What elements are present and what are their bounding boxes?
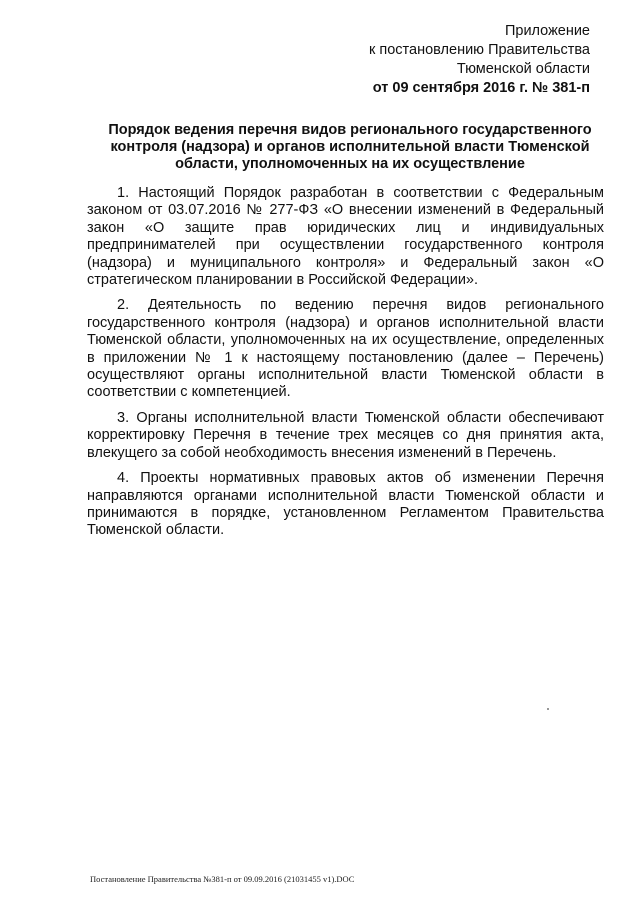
document-footer: Постановление Правительства №381-п от 09.09.2016 (21031455 v1).DOC [90,874,355,884]
paragraph-2: 2. Деятельность по ведению перечня видов регионального государственного контроля (надзора) и органов исполнительной власти Тюменской области, уполномоченных на их осуществление, определенных в приложении № 1 к настоящему постановлению (далее – Перечень) осуществляют органы исполнительной власти Тюменской области в соответствии с компетенцией. [87,297,604,401]
scan-dot-mark [547,708,549,710]
approval-block [330,22,590,98]
document-title: Порядок ведения перечня видов регионального государственного контроля (надзора) и органов исполнительной власти Тюменской области, уполномоченных на их осуществление [108,122,592,172]
paragraph-1: 1. Настоящий Порядок разработан в соответствии с Федеральным законом от 03.07.2016 № 277-ФЗ «О внесении изменений в Федеральный закон «О защите прав юридических лиц и индивидуальных предпринимателей при осуществлении государственного контроля (надзора) и муниципального контроля» и Федеральный закон «О стратегическом планировании в Российской Федерации». [87,185,604,289]
document-body [87,185,604,548]
appendix-label: Приложение [504,23,590,39]
paragraph-4: 4. Проекты нормативных правовых актов об изменении Перечня направляются органами исполнительной власти Тюменской области и принимаются в порядке, установленном Регламентом Правительства Тюменской области. [87,470,604,539]
resolution-line: к постановлению Правительства [369,42,590,58]
paragraph-3: 3. Органы исполнительной власти Тюменской области обеспечивают корректировку Перечня в течение трех месяцев со дня принятия акта, влекущего за собой необходимость внесения изменений в Перечень. [87,409,604,461]
region-line: Тюменской области [456,61,590,77]
date-number-line: от 09 сентября 2016 г. № 381-п [372,80,590,96]
